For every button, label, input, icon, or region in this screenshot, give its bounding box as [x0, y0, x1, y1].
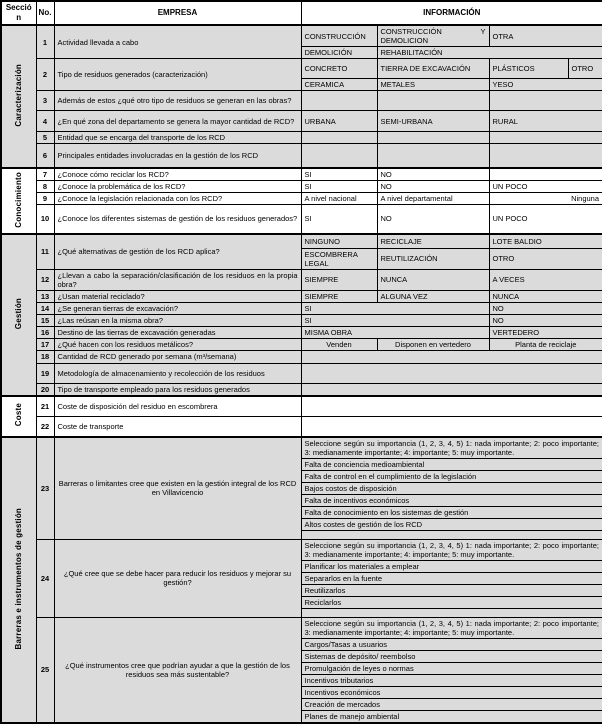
section-label-text: Barreras e instrumentos de gestión: [14, 507, 24, 650]
empty-cell: [377, 144, 489, 168]
question-cell: Cantidad de RCD generado por semana (m³/semana): [54, 350, 301, 363]
question-cell: ¿Llevan a cabo la separación/clasificación de los residuos en la propia obra?: [54, 269, 301, 290]
section-conocimiento: [1, 168, 602, 235]
section-label-text: Caracterización: [14, 63, 24, 127]
option-cell: URBANA: [301, 111, 377, 132]
section-label-gestion: [1, 234, 36, 396]
table-row: [1, 290, 602, 302]
question-cell: ¿Qué alternativas de gestión de los RCD aplica?: [54, 234, 301, 269]
row-number: 7: [36, 168, 54, 181]
question-cell: ¿Las reúsan en la misma obra?: [54, 314, 301, 326]
section-label-text: Coste: [14, 403, 24, 427]
question-cell: Coste de disposición del residuo en escombrera: [54, 396, 301, 417]
option-item-cell: Falta de control en el cumplimiento de la legislación: [301, 470, 602, 482]
table-row: [1, 192, 602, 204]
section-label-barreras: [1, 437, 36, 723]
row-number: 14: [36, 302, 54, 314]
option-cell: RURAL: [489, 111, 602, 132]
option-cell: CONSTRUCCIÓN Y DEMOLICION: [377, 25, 489, 47]
option-cell: REUTILIZACIÓN: [377, 248, 489, 269]
empty-cell: [301, 350, 602, 363]
question-cell: ¿Qué cree que se debe hacer para reducir los residuos y mejorar su gestión?: [54, 539, 301, 617]
empty-cell: [301, 383, 602, 396]
empty-cell: [489, 91, 602, 111]
question-cell: Tipo de residuos generados (caracterización): [54, 59, 301, 91]
question-cell: Metodología de almacenamiento y recolección de los residuos: [54, 363, 301, 383]
option-cell: SI: [301, 204, 377, 234]
option-cell: RECICLAJE: [377, 234, 489, 248]
question-cell: Destino de las tierras de excavación generadas: [54, 326, 301, 338]
option-item-cell: Cargos/Tasas a usuarios: [301, 638, 602, 650]
empty-cell: [377, 132, 489, 144]
row-number: 17: [36, 338, 54, 350]
option-cell: METALES: [377, 79, 489, 91]
table-row: [1, 59, 602, 79]
question-cell: Actividad llevada a cabo: [54, 25, 301, 59]
option-cell: A nivel departamental: [377, 192, 489, 204]
question-cell: ¿Conoce cómo reciclar los RCD?: [54, 168, 301, 181]
option-cell: OTRO: [568, 59, 602, 79]
scale-cell: Seleccione según su importancia (1, 2, 3, 4, 5) 1: nada importante; 2: poco importante; 3: medianamente importante; 4: importante; 5: muy importante.: [301, 437, 602, 459]
empty-cell: [489, 144, 602, 168]
question-cell: Barreras o limitantes cree que existen en la gestión integral de los RCD en Villavicencio: [54, 437, 301, 540]
question-cell: ¿Conoce los diferentes sistemas de gestión de los residuos generados?: [54, 204, 301, 234]
row-number: 25: [36, 617, 54, 723]
table-row: [1, 132, 602, 144]
empty-cell: [377, 91, 489, 111]
option-cell: DEMOLICIÓN: [301, 47, 377, 59]
option-cell: OTRA: [489, 25, 602, 47]
row-number: 22: [36, 417, 54, 437]
table-row: [1, 269, 602, 290]
option-cell: PLÁSTICOS: [489, 59, 568, 79]
option-item-cell: Incentivos económicos: [301, 686, 602, 698]
option-cell: CERAMICA: [301, 79, 377, 91]
section-coste: [1, 396, 602, 437]
row-number: 8: [36, 180, 54, 192]
table-row: [1, 180, 602, 192]
question-cell: ¿Conoce la problemática de los RCD?: [54, 180, 301, 192]
table-row: [1, 363, 602, 383]
option-item-cell: Incentivos tributarios: [301, 674, 602, 686]
option-cell: SI: [301, 314, 489, 326]
row-number: 15: [36, 314, 54, 326]
option-cell: SEMI-URBANA: [377, 111, 489, 132]
option-cell: Planta de reciclaje: [489, 338, 602, 350]
option-cell: ESCOMBRERA LEGAL: [301, 248, 377, 269]
option-cell: NO: [489, 314, 602, 326]
section-gestion: [1, 234, 602, 396]
option-cell: LOTE BALDIO: [489, 234, 602, 248]
option-cell: MISMA OBRA: [301, 326, 489, 338]
option-cell: NO: [377, 204, 489, 234]
row-number: 10: [36, 204, 54, 234]
option-cell: OTRO: [489, 248, 602, 269]
option-cell: NUNCA: [377, 269, 489, 290]
table-row: [1, 437, 602, 459]
question-cell: ¿Usan material reciclado?: [54, 290, 301, 302]
table-row: [1, 204, 602, 234]
option-cell: VERTEDERO: [489, 326, 602, 338]
question-cell: Coste de transporte: [54, 417, 301, 437]
header-no: No.: [36, 1, 54, 25]
table-row: [1, 338, 602, 350]
table-row: [1, 91, 602, 111]
empty-cell: [301, 530, 602, 539]
question-cell: ¿Conoce la legislación relacionada con los RCD?: [54, 192, 301, 204]
option-item-cell: Reciclarlos: [301, 596, 602, 608]
table-row: [1, 302, 602, 314]
question-cell: ¿Qué instrumentos cree que podrían ayudar a que la gestión de los residuos sea más sustentable?: [54, 617, 301, 723]
section-caracterizacion: [1, 25, 602, 168]
option-cell: SI: [301, 168, 377, 181]
option-item-cell: Reutilizarlos: [301, 584, 602, 596]
option-item-cell: Separarlos en la fuente: [301, 572, 602, 584]
scale-cell: Seleccione según su importancia (1, 2, 3, 4, 5) 1: nada importante; 2: poco importante; 3: medianamente importante; 4: importante; 5: muy importante.: [301, 539, 602, 560]
question-cell: Entidad que se encarga del transporte de los RCD: [54, 132, 301, 144]
header-seccion: Sección: [1, 1, 36, 25]
option-item-cell: Promulgación de leyes o normas: [301, 662, 602, 674]
option-cell: Venden: [301, 338, 377, 350]
row-number: 6: [36, 144, 54, 168]
option-cell: Ninguna: [489, 192, 602, 204]
row-number: 3: [36, 91, 54, 111]
table-row: [1, 350, 602, 363]
empty-cell: [301, 144, 377, 168]
table-row: [1, 111, 602, 132]
option-cell: UN POCO: [489, 180, 602, 192]
row-number: 4: [36, 111, 54, 132]
table-row: [1, 539, 602, 560]
row-number: 18: [36, 350, 54, 363]
header-row: [1, 1, 602, 25]
option-cell: A nivel nacional: [301, 192, 377, 204]
table-row: [1, 25, 602, 47]
table-row: [1, 168, 602, 181]
option-cell: A VECES: [489, 269, 602, 290]
table-row: [1, 396, 602, 417]
option-cell: CONSTRUCCIÓN: [301, 25, 377, 47]
row-number: 12: [36, 269, 54, 290]
option-cell: NINGUNO: [301, 234, 377, 248]
option-cell: SI: [301, 302, 489, 314]
empty-cell: [301, 91, 377, 111]
scale-cell: Seleccione según su importancia (1, 2, 3, 4, 5) 1: nada importante; 2: poco importante; 3: medianamente importante; 4: importante; 5: muy importante.: [301, 617, 602, 638]
empty-cell: [489, 168, 602, 181]
row-number: 9: [36, 192, 54, 204]
row-number: 21: [36, 396, 54, 417]
empty-cell: [489, 132, 602, 144]
option-cell: NO: [377, 180, 489, 192]
option-cell: NUNCA: [489, 290, 602, 302]
option-cell: SIEMPRE: [301, 269, 377, 290]
row-number: 13: [36, 290, 54, 302]
question-cell: ¿En qué zona del departamento se genera la mayor cantidad de RCD?: [54, 111, 301, 132]
question-cell: Tipo de transporte empleado para los residuos generados: [54, 383, 301, 396]
option-cell: CONCRETO: [301, 59, 377, 79]
row-number: 16: [36, 326, 54, 338]
empty-cell: [301, 417, 602, 437]
section-label-text: Conocimiento: [14, 171, 24, 228]
option-cell: REHABILITACIÓN: [377, 47, 602, 59]
row-number: 2: [36, 59, 54, 91]
question-cell: ¿Qué hacen con los residuos metálicos?: [54, 338, 301, 350]
table-row: [1, 234, 602, 248]
option-cell: SI: [301, 180, 377, 192]
header-informacion: INFORMACIÓN: [301, 1, 602, 25]
table-row: [1, 144, 602, 168]
question-cell: Además de estos ¿qué otro tipo de residuos se generan en las obras?: [54, 91, 301, 111]
table-head: [1, 1, 602, 25]
row-number: 20: [36, 383, 54, 396]
table-row: [1, 617, 602, 638]
option-cell: Disponen en vertedero: [377, 338, 489, 350]
option-cell: NO: [377, 168, 489, 181]
option-item-cell: Creación de mercados: [301, 698, 602, 710]
option-item-cell: Falta de conocimiento en los sistemas de gestión: [301, 506, 602, 518]
option-item-cell: Falta de incentivos económicos: [301, 494, 602, 506]
row-number: 5: [36, 132, 54, 144]
row-number: 23: [36, 437, 54, 540]
option-item-cell: Altos costes de gestión de los RCD: [301, 518, 602, 530]
empty-cell: [301, 132, 377, 144]
option-item-cell: Sistemas de depósito/ reembolso: [301, 650, 602, 662]
row-number: 19: [36, 363, 54, 383]
option-cell: ALGUNA VEZ: [377, 290, 489, 302]
empty-cell: [301, 396, 602, 417]
section-label-coste: [1, 396, 36, 437]
row-number: 11: [36, 234, 54, 269]
option-cell: NO: [489, 302, 602, 314]
question-cell: ¿Se generan tierras de excavación?: [54, 302, 301, 314]
option-item-cell: Planificar los materiales a emplear: [301, 560, 602, 572]
section-barreras: [1, 437, 602, 723]
empty-cell: [301, 363, 602, 383]
row-number: 24: [36, 539, 54, 617]
section-label-text: Gestión: [14, 298, 24, 330]
option-item-cell: Bajos costos de disposición: [301, 482, 602, 494]
section-label-conocimiento: [1, 168, 36, 235]
table-row: [1, 326, 602, 338]
option-cell: UN POCO: [489, 204, 602, 234]
header-empresa: EMPRESA: [54, 1, 301, 25]
option-cell: TIERRA DE EXCAVACIÓN: [377, 59, 489, 79]
table-row: [1, 417, 602, 437]
section-label-caracterizacion: [1, 25, 36, 168]
row-number: 1: [36, 25, 54, 59]
question-cell: Principales entidades involucradas en la gestión de los RCD: [54, 144, 301, 168]
table-row: [1, 383, 602, 396]
option-cell: YESO: [489, 79, 602, 91]
table-row: [1, 314, 602, 326]
option-item-cell: Planes de manejo ambiental: [301, 710, 602, 723]
option-cell: SIEMPRE: [301, 290, 377, 302]
empty-cell: [301, 608, 602, 617]
option-item-cell: Falta de conciencia medioambiental: [301, 458, 602, 470]
